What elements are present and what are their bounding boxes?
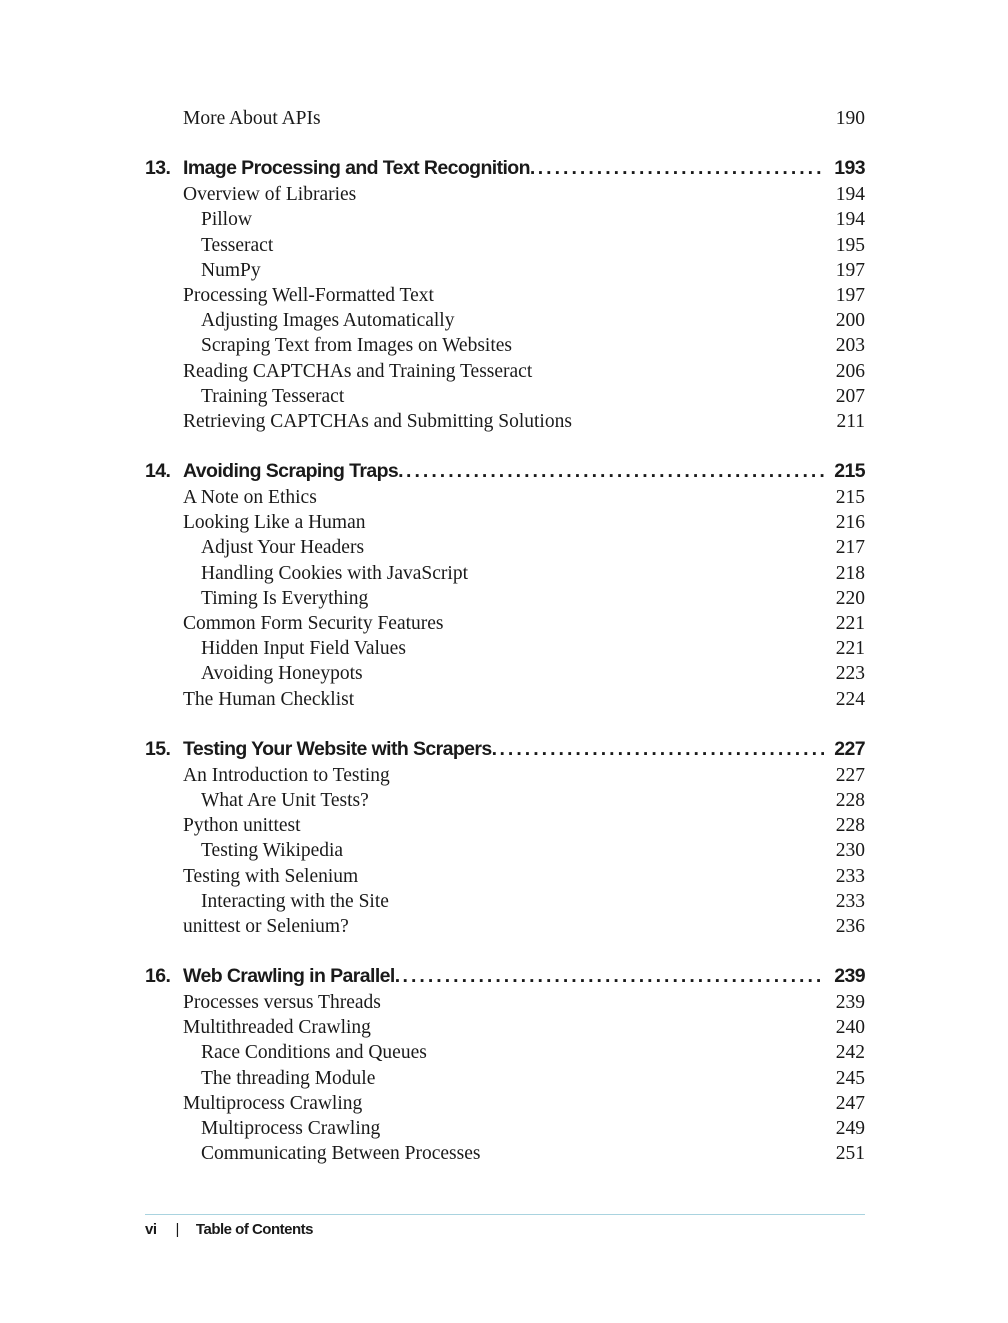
toc-entry[interactable] [145, 535, 865, 560]
toc-entry[interactable] [145, 1066, 865, 1091]
toc-entry-page-number: 239 [835, 992, 865, 1014]
chapter-title: Web Crawling in Parallel. [183, 965, 400, 988]
toc-entry-title: The threading Module [201, 1067, 376, 1089]
footer-section-title: Table of Contents [195, 1221, 313, 1238]
toc-entry[interactable] [145, 763, 865, 788]
toc-entry-page-number: 194 [835, 184, 865, 206]
toc-entry-page-number: 224 [835, 688, 865, 710]
toc-entry-page-number: 215 [835, 487, 865, 509]
toc-entry-page-number: 227 [835, 764, 865, 786]
toc-entry-title: Race Conditions and Queues [201, 1042, 427, 1064]
chapter-page-number: 215 [834, 460, 865, 483]
toc-entry[interactable] [145, 333, 865, 358]
toc-entry-page-number: 218 [835, 562, 865, 584]
footer-text [145, 1221, 313, 1238]
dot-leader [499, 735, 824, 763]
toc-entry-page-number: 216 [835, 512, 865, 534]
toc-entry-page-number: 223 [835, 663, 865, 685]
dot-leader [406, 457, 824, 485]
chapter-number: 14. [145, 460, 171, 483]
toc-entry-title: Retrieving CAPTCHAs and Submitting Solutions [183, 410, 572, 432]
toc-entry[interactable] [145, 864, 865, 889]
toc-entry[interactable] [145, 990, 865, 1015]
toc-entry[interactable] [145, 813, 865, 838]
toc-entry-page-number: 195 [835, 234, 865, 256]
toc-entry[interactable] [145, 889, 865, 914]
toc-entry-page-number: 242 [835, 1042, 865, 1064]
toc-entry-title: More About APIs [183, 108, 321, 129]
toc-entry[interactable] [145, 207, 865, 232]
toc-entry-page-number: 190 [835, 108, 865, 129]
toc-entry-page-number: 203 [835, 335, 865, 357]
chapter-page-number: 239 [834, 965, 865, 988]
toc-entry-page-number: 220 [835, 587, 865, 609]
toc-entry-title: Testing Wikipedia [201, 840, 344, 862]
toc-entry-page-number: 245 [835, 1067, 865, 1089]
toc-entry-title: unittest or Selenium? [183, 915, 349, 937]
toc-entry-title: Pillow [201, 209, 252, 231]
toc-entry-page-number: 233 [835, 865, 865, 887]
toc-entry-page-number: 221 [835, 613, 865, 634]
toc-entry-page-number: 211 [836, 410, 865, 432]
toc-entry[interactable] [145, 687, 865, 712]
toc-entry-title: Looking Like a Human [183, 512, 366, 534]
chapter-number: 16. [145, 965, 171, 988]
toc-entry[interactable] [145, 308, 865, 333]
chapter-heading[interactable] [145, 457, 865, 485]
chapter-title: Image Processing and Text Recognition. [183, 157, 535, 180]
toc-entry-page-number: 197 [835, 259, 865, 281]
toc-entry[interactable] [145, 1141, 865, 1166]
toc-entry[interactable] [145, 510, 865, 535]
toc-entry-title: Communicating Between Processes [201, 1143, 481, 1165]
chapter-number: 13. [145, 157, 171, 180]
toc-entry[interactable] [145, 258, 865, 283]
toc-entry[interactable] [145, 1015, 865, 1040]
toc-entry-title: NumPy [201, 259, 261, 281]
chapter-page-number: 227 [834, 737, 865, 760]
toc-entry[interactable] [145, 661, 865, 686]
toc-entry[interactable] [145, 561, 865, 586]
chapter-page-number: 193 [834, 157, 865, 180]
footer-page-number: vi [145, 1221, 157, 1238]
dot-leader [403, 962, 825, 990]
toc-entry[interactable] [145, 106, 865, 131]
toc-entry-title: A Note on Ethics [183, 487, 317, 509]
toc-entry-page-number: 247 [835, 1092, 865, 1114]
toc-entry[interactable] [145, 1116, 865, 1141]
toc-entry[interactable] [145, 1040, 865, 1065]
toc-entry-title: Python unittest [183, 815, 301, 837]
toc-entry-title: Handling Cookies with JavaScript [201, 562, 469, 584]
toc-entry-page-number: 233 [835, 890, 865, 912]
toc-entry[interactable] [145, 611, 865, 636]
toc-entry-title: Overview of Libraries [183, 184, 357, 206]
toc-entry-title: Reading CAPTCHAs and Training Tesseract [183, 360, 533, 382]
toc-entry-title: Adjusting Images Automatically [201, 310, 455, 332]
toc-entry[interactable] [145, 384, 865, 409]
toc-entry-title: Scraping Text from Images on Websites [201, 335, 512, 357]
toc-entry-page-number: 228 [835, 815, 865, 837]
page-footer [145, 1214, 865, 1238]
toc-entry-page-number: 207 [835, 385, 865, 407]
toc-entry-title: Training Tesseract [201, 385, 345, 407]
toc-entry-title: Multiprocess Crawling [201, 1118, 381, 1139]
chapter-title: Avoiding Scraping Traps. [183, 460, 404, 483]
dot-leader [538, 154, 825, 182]
toc-entry[interactable] [145, 283, 865, 308]
toc-entry-title: Processing Well-Formatted Text [183, 284, 434, 306]
toc-entry-page-number: 249 [835, 1118, 865, 1139]
toc-entry-page-number: 228 [835, 789, 865, 811]
footer-separator: | [175, 1221, 179, 1238]
toc-entry-title: Tesseract [201, 234, 274, 256]
toc-entry-page-number: 197 [835, 284, 865, 306]
toc-entry[interactable] [145, 838, 865, 863]
toc-entry-page-number: 221 [835, 638, 865, 660]
toc-entry[interactable] [145, 485, 865, 510]
chapter-title: Testing Your Website with Scrapers. [183, 737, 497, 760]
toc-entry-title: Avoiding Honeypots [201, 663, 363, 685]
toc-entry[interactable] [145, 788, 865, 813]
toc-entry[interactable] [145, 586, 865, 611]
toc-entry-title: Multithreaded Crawling [183, 1017, 371, 1039]
toc-entry[interactable] [145, 409, 865, 434]
toc-entry-page-number: 206 [835, 360, 865, 382]
toc-entry-page-number: 240 [835, 1017, 865, 1039]
toc-entry[interactable] [145, 636, 865, 661]
toc-entry-title: Timing Is Everything [201, 587, 369, 609]
toc-entry-title: The Human Checklist [183, 688, 355, 710]
toc-entry[interactable] [145, 359, 865, 384]
toc-entry-title: Processes versus Threads [183, 992, 381, 1014]
toc-entry-page-number: 230 [835, 840, 865, 862]
toc-entry-title: An Introduction to Testing [183, 764, 390, 786]
toc-entry-page-number: 200 [835, 310, 865, 332]
toc-entry-page-number: 217 [835, 537, 865, 559]
table-of-contents [145, 106, 865, 1166]
toc-entry-title: Interacting with the Site [201, 890, 389, 912]
toc-entry[interactable] [145, 182, 865, 207]
chapter-heading[interactable] [145, 962, 865, 990]
toc-entry-page-number: 251 [835, 1143, 865, 1165]
chapter-heading[interactable] [145, 735, 865, 763]
toc-entry-title: Common Form Security Features [183, 613, 444, 634]
toc-entry[interactable] [145, 233, 865, 258]
toc-entry[interactable] [145, 914, 865, 939]
toc-entry-page-number: 236 [835, 915, 865, 937]
toc-entry[interactable] [145, 1091, 865, 1116]
toc-entry-title: What Are Unit Tests? [201, 789, 369, 811]
toc-entry-page-number: 194 [835, 209, 865, 231]
toc-entry-title: Multiprocess Crawling [183, 1092, 363, 1114]
toc-entry-title: Testing with Selenium [183, 865, 359, 887]
toc-entry-title: Hidden Input Field Values [201, 638, 406, 660]
chapter-heading[interactable] [145, 154, 865, 182]
chapter-number: 15. [145, 737, 171, 760]
toc-entry-title: Adjust Your Headers [201, 537, 365, 559]
